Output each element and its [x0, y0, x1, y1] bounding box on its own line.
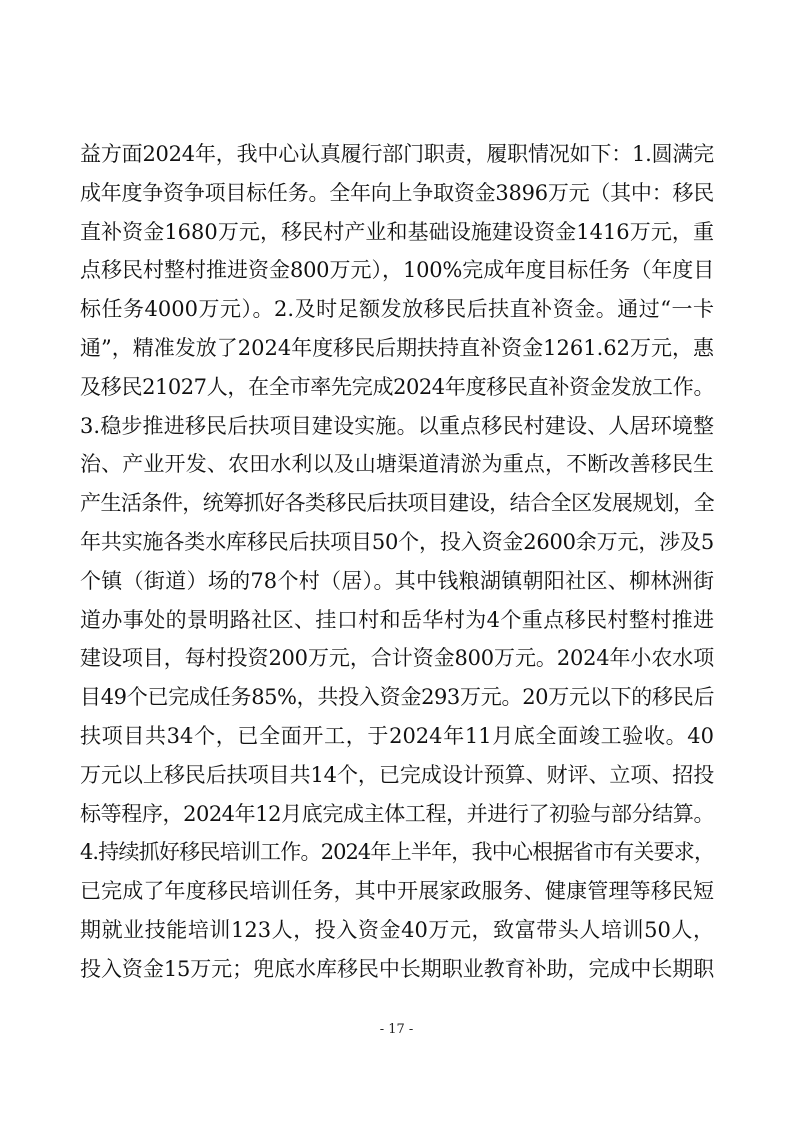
text-line-10: 产生活条件，统筹抓好各类移民后扶项目建设，结合全区发展规划，全 — [80, 491, 714, 516]
text-line-11: 年共实施各类水库移民后扶项目50个，投入资金2600余万元，涉及5 — [80, 529, 714, 554]
text-line-9: 治、产业开发、农田水利以及山塘渠道清淤为重点，不断改善移民生 — [80, 452, 714, 477]
text-line-17: 万元以上移民后扶项目共14个，已完成设计预算、财评、立项、招投 — [80, 762, 714, 787]
text-line-1: 益方面2024年，我中心认真履行部门职责，履职情况如下：1.圆满完 — [80, 142, 714, 166]
text-line-20: 已完成了年度移民培训任务，其中开展家政服务、健康管理等移民短 — [80, 879, 714, 904]
text-line-19: 4.持续抓好移民培训工作。2024年上半年，我中心根据省市有关要求， — [80, 840, 714, 865]
page-number: - 17 - — [379, 1022, 414, 1037]
text-line-14: 建设项目，每村投资200万元，合计资金800万元。2024年小农水项 — [80, 646, 714, 671]
text-line-8: 3.稳步推进移民后扶项目建设实施。以重点移民村建设、人居环境整 — [80, 413, 714, 438]
text-line-2: 成年度争资争项目标任务。全年向上争取资金3896万元（其中：移民 — [80, 180, 714, 205]
text-line-18: 标等程序，2024年12月底完成主体工程，并进行了初验与部分结算。 — [80, 801, 714, 826]
text-line-13: 道办事处的景明路社区、挂口村和岳华村为4个重点移民村整村推进 — [80, 607, 714, 632]
text-line-16: 扶项目共34个，已全面开工，于2024年11月底全面竣工验收。40 — [80, 723, 714, 748]
text-line-5: 标任务4000万元）。2.及时足额发放移民后扶直补资金。通过“一卡 — [80, 297, 714, 322]
text-line-21: 期就业技能培训123人，投入资金40万元，致富带头人培训50人， — [80, 917, 714, 942]
text-line-4: 点移民村整村推进资金800万元），100%完成年度目标任务（年度目 — [80, 258, 714, 283]
text-line-12: 个镇（街道）场的78个村（居）。其中钱粮湖镇朝阳社区、柳林洲街 — [80, 568, 714, 593]
text-line-6: 通”，精准发放了2024年度移民后期扶持直补资金1261.62万元，惠 — [80, 335, 714, 360]
body-paragraph — [80, 135, 714, 989]
text-line-15: 目49个已完成任务85%，共投入资金293万元。20万元以下的移民后 — [80, 685, 714, 710]
text-line-22: 投入资金15万元；兜底水库移民中长期职业教育补助，完成中长期职 — [80, 956, 714, 981]
text-line-7: 及移民21027人，在全市率先完成2024年度移民直补资金发放工作。 — [80, 374, 714, 399]
text-line-3: 直补资金1680万元，移民村产业和基础设施建设资金1416万元，重 — [80, 219, 714, 244]
